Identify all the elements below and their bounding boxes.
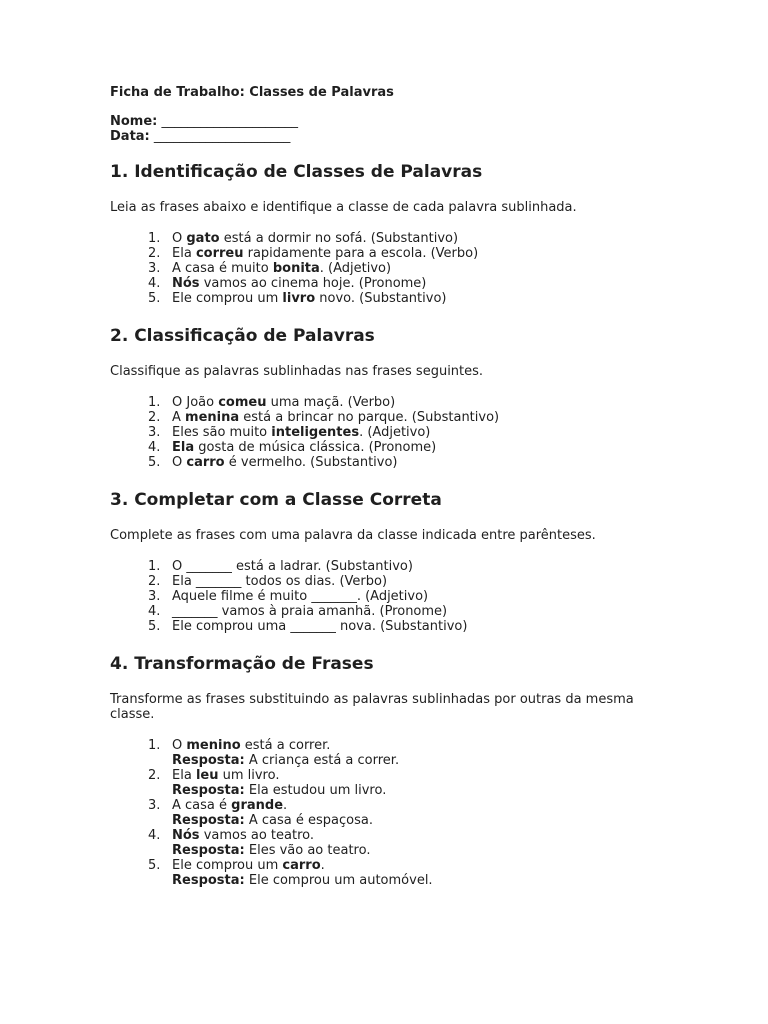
list-item: [110, 858, 670, 888]
item-text: é vermelho. (Substantivo): [224, 455, 398, 470]
list-item: [110, 768, 670, 798]
section-intro: Complete as frases com uma palavra da classe indicada entre parênteses.: [110, 528, 596, 543]
exercise-list: [110, 738, 670, 888]
highlighted-word: comeu: [218, 395, 267, 410]
highlighted-word: Nós: [172, 276, 200, 291]
answer-line: [172, 753, 670, 768]
item-number: 4.: [148, 604, 161, 619]
item-text: Ela: [172, 768, 196, 783]
highlighted-word: correu: [195, 246, 244, 261]
answer-label: Resposta:: [172, 753, 245, 768]
answer-label: Resposta:: [172, 783, 245, 798]
item-number: 2.: [148, 410, 161, 425]
highlighted-word: carro: [186, 455, 225, 470]
highlighted-word: carro: [282, 858, 321, 873]
highlighted-word: livro: [282, 291, 316, 306]
name-blank: _____________________: [161, 114, 299, 129]
highlighted-word: inteligentes: [271, 425, 360, 440]
item-text: . (Adjetivo): [319, 261, 392, 276]
item-text: está a dormir no sofá. (Substantivo): [219, 231, 459, 246]
answer-text: A criança está a correr.: [244, 753, 400, 768]
section-intro: Classifique as palavras sublinhadas nas frases seguintes.: [110, 364, 484, 379]
student-info: [110, 114, 670, 144]
item-number: 4.: [148, 828, 161, 843]
section-heading: 2. Classificação de Palavras: [110, 326, 375, 346]
item-text: vamos ao teatro.: [199, 828, 315, 843]
list-item: [110, 425, 670, 440]
answer-text: A casa é espaçosa.: [244, 813, 373, 828]
item-number: 1.: [148, 738, 161, 753]
section-intro: Transforme as frases substituindo as palavras sublinhadas por outras da mesma classe.: [110, 692, 634, 722]
answer-text: Ela estudou um livro.: [244, 783, 387, 798]
list-item: [110, 440, 670, 455]
item-text: uma maçã. (Verbo): [266, 395, 396, 410]
item-text: um livro.: [218, 768, 280, 783]
highlighted-word: menino: [186, 738, 241, 753]
item-text: vamos ao cinema hoje. (Pronome): [199, 276, 427, 291]
date-label: Data:: [110, 129, 150, 144]
name-label: Nome:: [110, 114, 158, 129]
list-item: [110, 231, 670, 246]
item-text: _______ vamos à praia amanhã. (Pronome): [172, 604, 448, 619]
answer-line: [172, 813, 670, 828]
answer-text: Ele comprou um automóvel.: [244, 873, 433, 888]
list-item: [110, 291, 670, 306]
exercise-list: [110, 559, 670, 634]
item-number: 5.: [148, 858, 161, 873]
highlighted-word: leu: [195, 768, 219, 783]
item-text: O _______ está a ladrar. (Substantivo): [172, 559, 413, 574]
date-blank: _____________________: [153, 129, 291, 144]
list-item: [110, 410, 670, 425]
list-item: [110, 574, 670, 589]
item-text: está a correr.: [240, 738, 331, 753]
section-identification: [110, 161, 670, 306]
list-item: [110, 589, 670, 604]
section-heading: 3. Completar com a Classe Correta: [110, 490, 442, 510]
item-text: gosta de música clássica. (Pronome): [194, 440, 437, 455]
item-text: . (Adjetivo): [359, 425, 431, 440]
item-text: O: [172, 455, 187, 470]
answer-line: [172, 873, 670, 888]
highlighted-word: grande: [231, 798, 284, 813]
list-item: [110, 559, 670, 574]
item-text: Ela: [172, 246, 196, 261]
list-item: [110, 276, 670, 291]
item-number: 5.: [148, 455, 161, 470]
name-line: [110, 114, 670, 129]
answer-label: Resposta:: [172, 873, 245, 888]
item-number: 4.: [148, 440, 161, 455]
item-number: 4.: [148, 276, 161, 291]
list-item: [110, 261, 670, 276]
item-number: 2.: [148, 768, 161, 783]
highlighted-word: gato: [186, 231, 220, 246]
item-text: A casa é muito: [172, 261, 273, 276]
highlighted-word: Nós: [172, 828, 200, 843]
list-item: [110, 738, 670, 768]
item-text: está a brincar no parque. (Substantivo): [239, 410, 500, 425]
list-item: [110, 604, 670, 619]
section-complete: [110, 489, 670, 634]
list-item: [110, 395, 670, 410]
answer-line: [172, 783, 670, 798]
item-number: 1.: [148, 559, 161, 574]
item-text: rapidamente para a escola. (Verbo): [243, 246, 479, 261]
item-number: 3.: [148, 425, 161, 440]
item-text: novo. (Substantivo): [315, 291, 447, 306]
exercise-list: [110, 395, 670, 470]
item-text: Ele comprou uma _______ nova. (Substantivo): [172, 619, 468, 634]
answer-line: [172, 843, 670, 858]
item-text: Ele comprou um: [172, 858, 283, 873]
highlighted-word: Ela: [172, 440, 195, 455]
section-transformation: [110, 653, 670, 888]
document-title: Ficha de Trabalho: Classes de Palavras: [110, 85, 394, 100]
item-number: 5.: [148, 291, 161, 306]
section-heading: 1. Identificação de Classes de Palavras: [110, 162, 483, 182]
item-number: 3.: [148, 798, 161, 813]
item-text: .: [320, 858, 325, 873]
item-text: .: [283, 798, 288, 813]
item-text: A casa é: [172, 798, 232, 813]
highlighted-word: menina: [185, 410, 240, 425]
document-body: [110, 84, 670, 888]
item-text: Ele comprou um: [172, 291, 283, 306]
item-text: Ela _______ todos os dias. (Verbo): [172, 574, 388, 589]
item-text: O João: [172, 395, 219, 410]
highlighted-word: bonita: [272, 261, 320, 276]
answer-text: Eles vão ao teatro.: [244, 843, 371, 858]
exercise-list: [110, 231, 670, 306]
item-text: A: [172, 410, 186, 425]
list-item: [110, 455, 670, 470]
answer-label: Resposta:: [172, 843, 245, 858]
item-number: 1.: [148, 231, 161, 246]
item-text: O: [172, 231, 187, 246]
date-line: [110, 129, 670, 144]
item-number: 3.: [148, 589, 161, 604]
answer-label: Resposta:: [172, 813, 245, 828]
section-intro: Leia as frases abaixo e identifique a classe de cada palavra sublinhada.: [110, 200, 577, 215]
item-number: 2.: [148, 574, 161, 589]
list-item: [110, 246, 670, 261]
list-item: [110, 828, 670, 858]
item-number: 2.: [148, 246, 161, 261]
list-item: [110, 619, 670, 634]
item-number: 1.: [148, 395, 161, 410]
item-number: 3.: [148, 261, 161, 276]
list-item: [110, 798, 670, 828]
section-classification: [110, 325, 670, 470]
item-text: Aquele filme é muito _______. (Adjetivo): [172, 589, 429, 604]
item-text: Eles são muito: [172, 425, 272, 440]
item-text: O: [172, 738, 187, 753]
section-heading: 4. Transformação de Frases: [110, 654, 374, 674]
item-number: 5.: [148, 619, 161, 634]
